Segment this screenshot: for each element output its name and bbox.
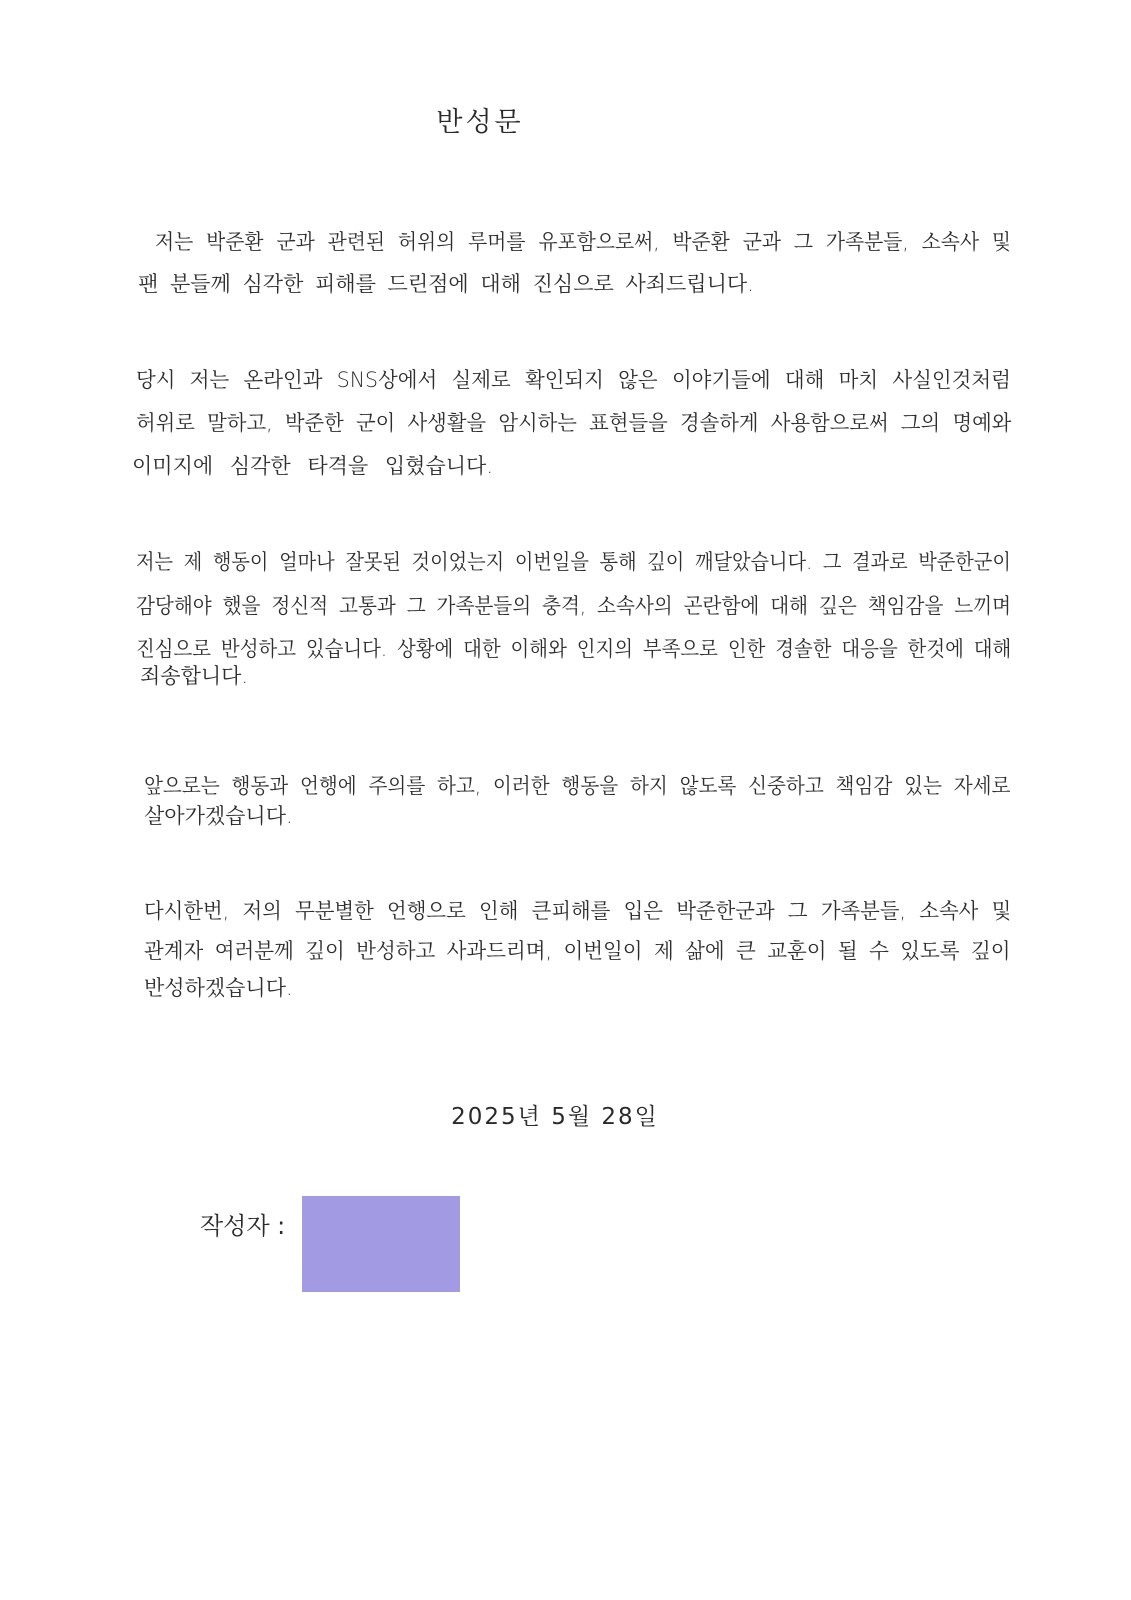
- paragraph-2-line-2: 허위로 말하고, 박준한 군이 사생활을 암시하는 표현들을 경솔하게 사용함으로써 그의 명예와: [136, 411, 1012, 435]
- paragraph-5-line-3: 반성하겠습니다.: [144, 976, 293, 1000]
- paragraph-2-line-1: 당시 저는 온라인과 SNS상에서 실제로 확인되지 않은 이야기들에 대해 마치 사실인것처럼: [136, 368, 1011, 392]
- document-date: 2025년 5월 28일: [451, 1104, 659, 1130]
- paragraph-4-line-1: 앞으로는 행동과 언행에 주의를 하고, 이러한 행동을 하지 않도록 신중하고 책임감 있는 자세로: [144, 774, 1011, 798]
- paragraph-4-line-2: 살아가겠습니다.: [144, 804, 293, 828]
- signer-name-redaction: [302, 1196, 460, 1292]
- paragraph-1-line-1: 저는 박준환 군과 관련된 허위의 루머를 유포함으로써, 박준환 군과 그 가족분들, 소속사 및: [155, 230, 1012, 254]
- paragraph-2-line-3: 이미지에 심각한 타격을 입혔습니다.: [132, 454, 493, 478]
- paragraph-5-line-2: 관계자 여러분께 깊이 반성하고 사과드리며, 이번일이 제 삶에 큰 교훈이 될 수 있도록 깊이: [144, 939, 1011, 963]
- document-title: 반성문: [436, 107, 524, 138]
- signer-label: 작성자 :: [200, 1212, 286, 1240]
- paragraph-3-line-3: 진심으로 반성하고 있습니다. 상황에 대한 이해와 인지의 부족으로 인한 경솔한 대응을 한것에 대해: [136, 637, 1012, 661]
- paragraph-3-line-2: 감당해야 했을 정신적 고통과 그 가족분들의 충격, 소속사의 곤란함에 대해 깊은 책임감을 느끼며: [136, 594, 1012, 618]
- paragraph-5-line-1: 다시한번, 저의 무분별한 언행으로 인해 큰피해를 입은 박준한군과 그 가족분들, 소속사 및: [144, 899, 1012, 923]
- paragraph-1-line-2: 팬 분들께 심각한 피해를 드린점에 대해 진심으로 사죄드립니다.: [138, 272, 754, 296]
- paragraph-3-line-4: 죄송합니다.: [140, 664, 249, 688]
- paragraph-3-line-1: 저는 제 행동이 얼마나 잘못된 것이었는지 이번일을 통해 깊이 깨달았습니다. 그 결과로 박준한군이: [136, 550, 1011, 574]
